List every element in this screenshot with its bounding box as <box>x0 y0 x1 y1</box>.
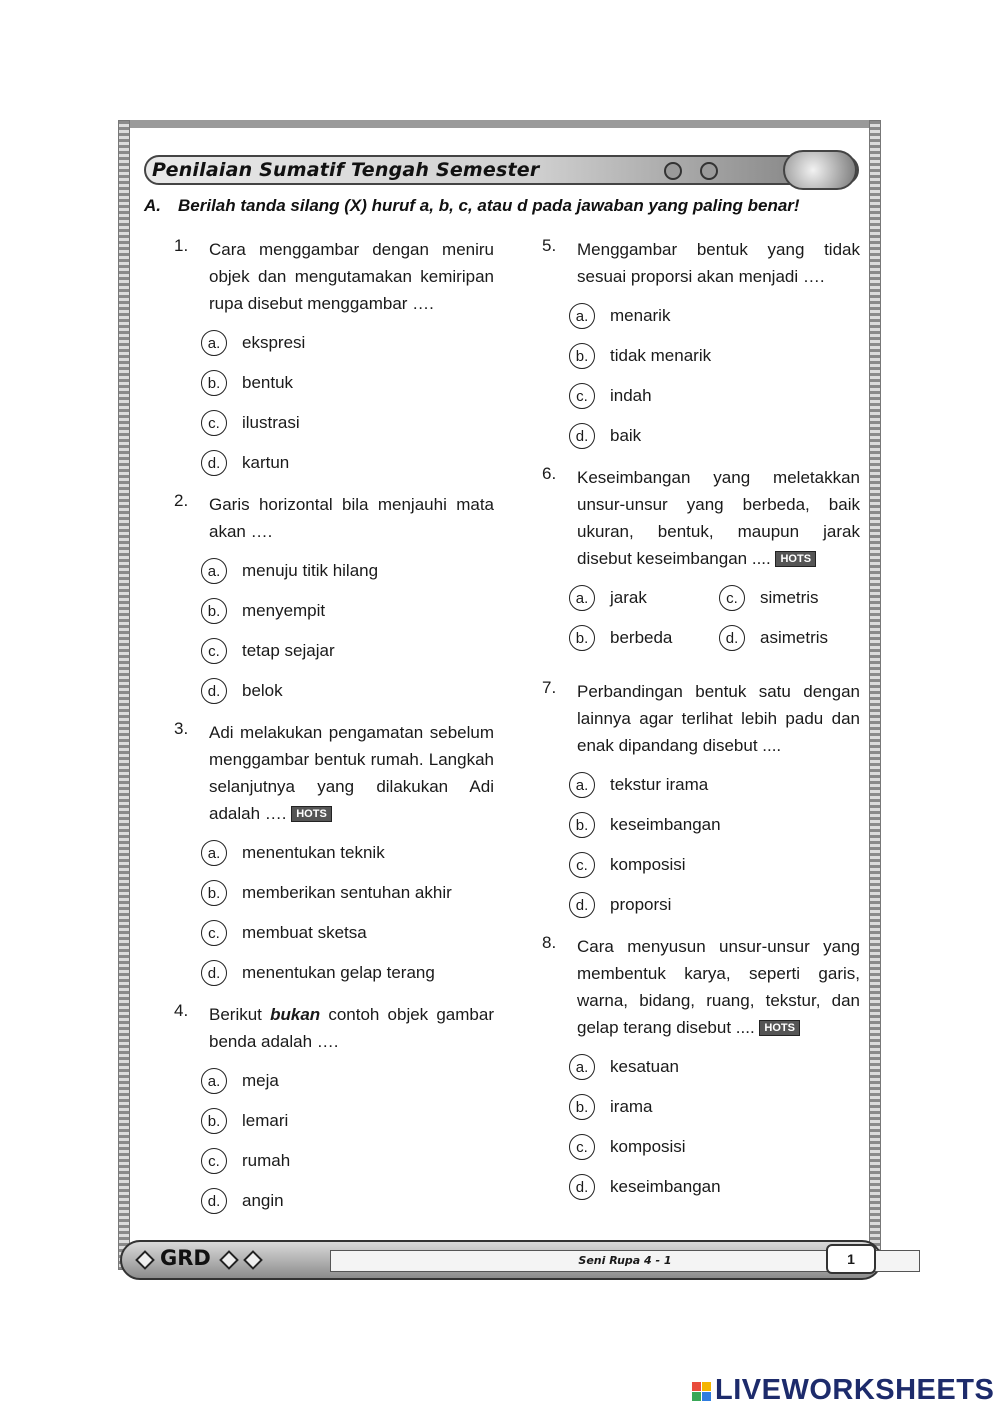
option-letter[interactable]: d. <box>569 892 595 918</box>
option-letter[interactable]: b. <box>569 1094 595 1120</box>
page-number: 1 <box>826 1244 876 1274</box>
liveworksheets-watermark[interactable] <box>692 1374 994 1407</box>
option-letter[interactable]: c. <box>201 920 227 946</box>
answer-option[interactable] <box>569 1173 860 1201</box>
question <box>542 464 860 664</box>
answer-option[interactable] <box>569 771 860 799</box>
option-letter[interactable]: a. <box>569 585 595 611</box>
option-letter[interactable]: a. <box>569 772 595 798</box>
question-number: 6. <box>542 464 557 483</box>
option-text: angin <box>242 1191 284 1210</box>
option-letter[interactable]: a. <box>569 1054 595 1080</box>
question <box>174 236 494 477</box>
question-text <box>577 933 860 1041</box>
option-text: tetap sejajar <box>242 641 335 660</box>
option-text: asimetris <box>760 628 829 647</box>
answer-option[interactable] <box>201 959 494 987</box>
answer-option[interactable] <box>201 597 494 625</box>
option-letter[interactable]: c. <box>201 1148 227 1174</box>
option-letter[interactable]: a. <box>201 330 227 356</box>
left-column <box>174 236 494 1229</box>
answer-options <box>569 771 860 919</box>
option-text: proporsi <box>610 895 672 914</box>
header-illustration-icon <box>783 150 857 190</box>
question-text-body: Keseimbangan yang meletakkan unsur-unsur yang berbeda, baik ukuran, bentuk, maupun jarak disebut keseimbangan .... <box>577 468 860 568</box>
answer-option[interactable] <box>569 1053 860 1081</box>
option-letter[interactable]: d. <box>201 960 227 986</box>
answer-options <box>569 584 860 664</box>
question-text-body: Adi melakukan pengamatan sebelum menggambar bentuk rumah. Langkah selanjutnya yang dilakukan Adi adalah …. <box>209 723 494 823</box>
header-dot-icon <box>700 162 718 180</box>
option-letter[interactable]: c. <box>569 1134 595 1160</box>
header-banner <box>144 150 859 192</box>
option-text: simetris <box>760 588 819 607</box>
question <box>174 719 494 987</box>
hots-badge: HOTS <box>759 1020 800 1036</box>
question <box>542 678 860 919</box>
answer-option[interactable] <box>201 1187 494 1215</box>
question-text-post: contoh objek gambar benda adalah …. <box>209 1005 494 1051</box>
answer-option[interactable] <box>201 1107 494 1135</box>
option-text: memberikan sentuhan akhir <box>242 883 452 902</box>
option-text: bentuk <box>242 373 294 392</box>
option-letter[interactable]: b. <box>569 812 595 838</box>
option-text: rumah <box>242 1151 291 1170</box>
option-letter[interactable]: c. <box>569 383 595 409</box>
option-letter[interactable]: d. <box>719 625 745 651</box>
option-text: menyempit <box>242 601 326 620</box>
option-text: kesatuan <box>610 1057 679 1076</box>
question-text-emphasis: bukan <box>270 1005 321 1024</box>
header-dot-icon <box>664 162 682 180</box>
option-text: membuat sketsa <box>242 923 367 942</box>
option-text: irama <box>610 1097 653 1116</box>
page-footer <box>120 1240 882 1282</box>
question-text <box>209 1001 494 1055</box>
answer-option[interactable] <box>569 624 719 652</box>
answer-options <box>201 329 494 477</box>
liveworksheets-logo-icon <box>692 1382 711 1401</box>
answer-option[interactable] <box>719 624 869 652</box>
answer-option[interactable] <box>569 851 860 879</box>
question-text: Garis horizontal bila menjauhi mata akan …. <box>209 495 494 541</box>
question-number: 7. <box>542 678 557 697</box>
answer-options <box>201 557 494 705</box>
question <box>174 1001 494 1215</box>
answer-option[interactable] <box>201 557 494 585</box>
option-letter[interactable]: c. <box>569 852 595 878</box>
option-text: lemari <box>242 1111 289 1130</box>
answer-option[interactable] <box>201 637 494 665</box>
question-text <box>577 464 860 572</box>
option-letter[interactable]: c. <box>201 638 227 664</box>
hots-badge: HOTS <box>291 806 332 822</box>
question-number: 4. <box>174 1001 189 1020</box>
option-text: tekstur irama <box>610 775 709 794</box>
answer-option[interactable] <box>201 1147 494 1175</box>
question-number: 3. <box>174 719 189 738</box>
answer-option[interactable] <box>201 919 494 947</box>
option-letter[interactable]: d. <box>201 678 227 704</box>
option-text: komposisi <box>610 1137 686 1156</box>
answer-option[interactable] <box>569 382 860 410</box>
option-text: ilustrasi <box>242 413 300 432</box>
option-text: menuju titik hilang <box>242 561 379 580</box>
frame-right-rail <box>869 120 881 1270</box>
question-text: Perbandingan bentuk satu dengan lainnya agar terlihat lebih padu dan enak dipandang disebut .... <box>577 682 860 755</box>
option-text: tidak menarik <box>610 346 712 365</box>
option-letter[interactable]: a. <box>201 558 227 584</box>
option-letter[interactable]: d. <box>201 450 227 476</box>
answer-option[interactable] <box>201 329 494 357</box>
question-number: 5. <box>542 236 557 255</box>
hots-badge: HOTS <box>775 551 816 567</box>
question <box>542 236 860 450</box>
option-text: kartun <box>242 453 290 472</box>
option-letter[interactable]: b. <box>201 880 227 906</box>
option-text: menarik <box>610 306 671 325</box>
question-text-pre: Berikut <box>209 1005 262 1024</box>
option-text: komposisi <box>610 855 686 874</box>
right-column <box>542 236 860 1215</box>
option-letter[interactable]: d. <box>569 1174 595 1200</box>
option-letter[interactable]: d. <box>569 423 595 449</box>
answer-option[interactable] <box>201 839 494 867</box>
option-text: belok <box>242 681 283 700</box>
page-title: Penilaian Sumatif Tengah Semester <box>152 159 540 181</box>
answer-option[interactable] <box>201 369 494 397</box>
option-text: baik <box>610 426 642 445</box>
answer-option[interactable] <box>201 449 494 477</box>
question-number: 1. <box>174 236 189 255</box>
answer-option[interactable] <box>201 1067 494 1095</box>
answer-option[interactable] <box>569 342 860 370</box>
question-text: Cara menggambar dengan meniru objek dan mengutamakan kemiripan rupa disebut menggambar …. <box>209 240 494 313</box>
answer-option[interactable] <box>201 409 494 437</box>
publisher-brand: GRD <box>160 1246 211 1270</box>
question-number: 8. <box>542 933 557 952</box>
option-letter[interactable]: b. <box>569 625 595 651</box>
answer-option[interactable] <box>201 879 494 907</box>
answer-option[interactable] <box>569 422 860 450</box>
option-text: ekspresi <box>242 333 306 352</box>
answer-option[interactable] <box>569 584 719 612</box>
option-letter[interactable]: b. <box>201 1108 227 1134</box>
answer-options <box>201 839 494 987</box>
option-text: menentukan gelap terang <box>242 963 435 982</box>
answer-option[interactable] <box>569 891 860 919</box>
answer-option[interactable] <box>201 677 494 705</box>
answer-option[interactable] <box>569 1093 860 1121</box>
option-text: jarak <box>610 588 647 607</box>
option-text: keseimbangan <box>610 1177 721 1196</box>
option-letter[interactable]: b. <box>201 370 227 396</box>
answer-option[interactable] <box>569 811 860 839</box>
answer-options <box>569 302 860 450</box>
answer-option[interactable] <box>569 302 860 330</box>
question-text-body: Cara menyusun unsur-unsur yang membentuk karya, seperti garis, warna, bidang, ruang, tekstur, dan gelap terang disebut .... <box>577 937 860 1037</box>
option-text: berbeda <box>610 628 673 647</box>
question <box>542 933 860 1201</box>
answer-options <box>201 1067 494 1215</box>
question <box>174 491 494 705</box>
section-instruction <box>144 196 800 216</box>
watermark-text: LIVEWORKSHEETS <box>715 1374 995 1406</box>
question-text: Menggambar bentuk yang tidak sesuai proporsi akan menjadi …. <box>577 240 860 286</box>
option-letter[interactable]: d. <box>201 1188 227 1214</box>
subject-label: Seni Rupa 4 - 1 <box>330 1250 920 1272</box>
question-number: 2. <box>174 491 189 510</box>
answer-option[interactable] <box>569 1133 860 1161</box>
section-letter: A. <box>144 196 161 215</box>
option-letter[interactable]: a. <box>569 303 595 329</box>
option-letter[interactable]: b. <box>569 343 595 369</box>
option-letter[interactable]: c. <box>201 410 227 436</box>
option-letter[interactable]: b. <box>201 598 227 624</box>
option-letter[interactable]: c. <box>719 585 745 611</box>
option-letter[interactable]: a. <box>201 1068 227 1094</box>
option-text: menentukan teknik <box>242 843 385 862</box>
option-text: keseimbangan <box>610 815 721 834</box>
option-letter[interactable]: a. <box>201 840 227 866</box>
frame-left-rail <box>118 120 130 1270</box>
answer-options <box>569 1053 860 1201</box>
option-text: indah <box>610 386 652 405</box>
option-text: meja <box>242 1071 279 1090</box>
instruction-text: Berilah tanda silang (X) huruf a, b, c, atau d pada jawaban yang paling benar! <box>178 196 800 215</box>
frame-top-bar <box>118 120 881 128</box>
answer-option[interactable] <box>719 584 869 612</box>
question-text <box>209 719 494 827</box>
